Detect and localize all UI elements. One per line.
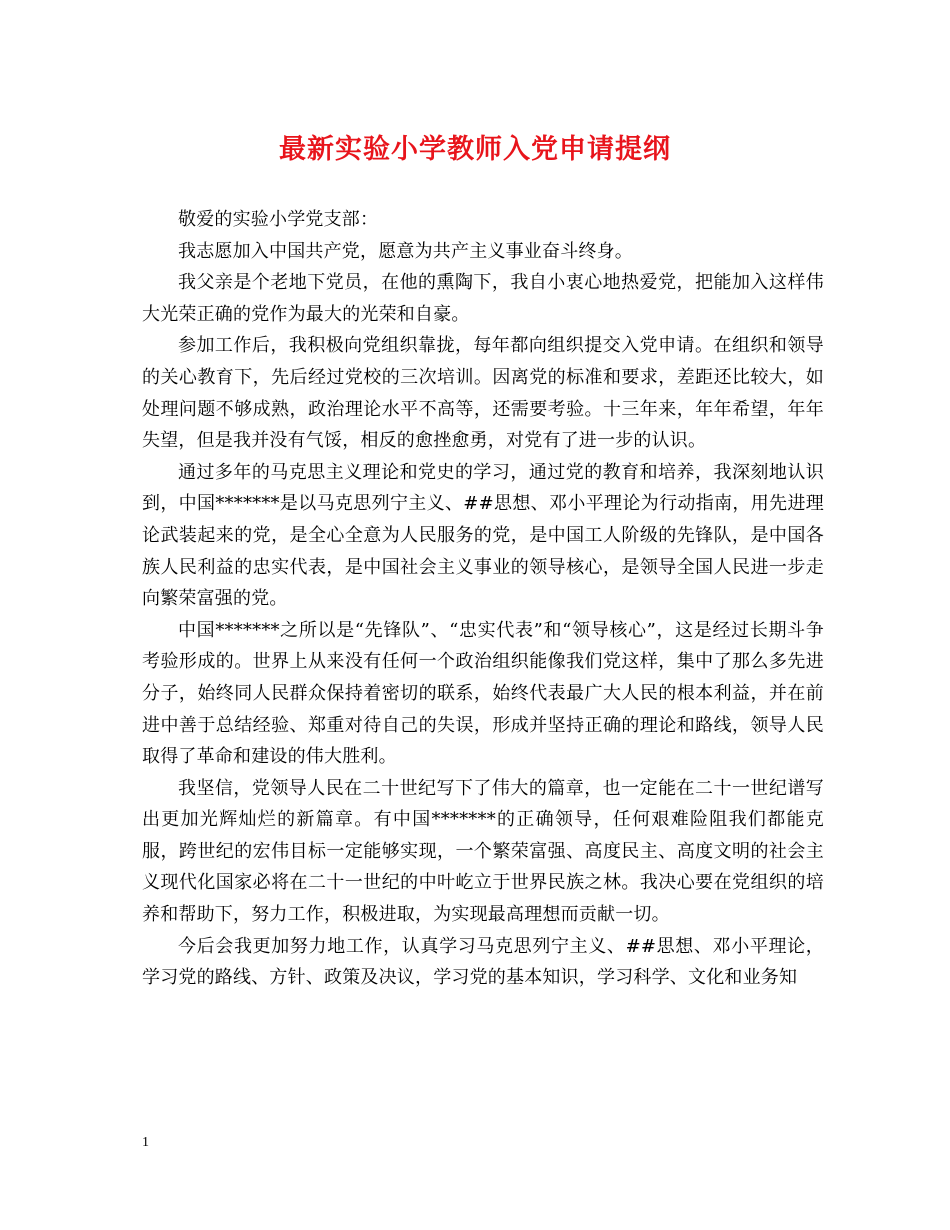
document-title: 最新实验小学教师入党申请提纲: [279, 134, 671, 165]
paragraph-4: 通过多年的马克思主义理论和党史的学习，通过党的教育和培养，我深刻地认识到，中国*******是以马克思列宁主义、##思想、邓小平理论为行动指南，用先进理论武装起来的党，是全心全意为人民服务的党，是中国工人阶级的先锋队，是中国各族人民利益的忠实代表，是中国社会主义事业的领导核心，是领导全国人民进一步走向繁荣富强的党。: [142, 461, 824, 610]
document-body: [142, 204, 824, 994]
paragraph-2: 我父亲是个老地下党员，在他的熏陶下，我自小衷心地热爱党，把能加入这样伟大光荣正确的党作为最大的光荣和自豪。: [142, 272, 824, 325]
page-number: 1: [142, 1135, 149, 1150]
paragraph-6: 我坚信，党领导人民在二十世纪写下了伟大的篇章，也一定能在二十一世纪谱写出更加光辉灿烂的新篇章。有中国*******的正确领导，任何艰难险阻我们都能克服，跨世纪的宏伟目标一定能够实现，一个繁荣富强、高度民主、高度文明的社会主义现代化国家必将在二十一世纪的中叶屹立于世界民族之林。我决心要在党组织的培养和帮助下，努力工作，积极进取，为实现最高理想而贡献一切。: [142, 777, 824, 926]
paragraph-1: 我志愿加入中国共产党，愿意为共产主义事业奋斗终身。: [178, 240, 633, 262]
paragraph-5: 中国*******之所以是“先锋队”、“忠实代表”和“领导核心”，这是经过长期斗争考验形成的。世界上从来没有任何一个政治组织能像我们党这样，集中了那么多先进分子，始终同人民群众保持着密切的联系，始终代表最广大人民的根本利益，并在前进中善于总结经验、郑重对待自己的失误，形成并坚持正确的理论和路线，领导人民取得了革命和建设的伟大胜利。: [142, 619, 824, 768]
paragraph-3: 参加工作后，我积极向党组织靠拢，每年都向组织提交入党申请。在组织和领导的关心教育下，先后经过党校的三次培训。因离党的标准和要求，差距还比较大，如处理问题不够成熟，政治理论水平不高等，还需要考验。十三年来，年年希望，年年失望，但是我并没有气馁，相反的愈挫愈勇，对党有了进一步的认识。: [142, 335, 824, 452]
salutation: 敬爱的实验小学党支部：: [178, 209, 379, 230]
paragraph-7: 今后会我更加努力地工作，认真学习马克思列宁主义、##思想、邓小平理论，学习党的路线、方针、政策及决议，学习党的基本知识，学习科学、文化和业务知: [142, 935, 824, 989]
